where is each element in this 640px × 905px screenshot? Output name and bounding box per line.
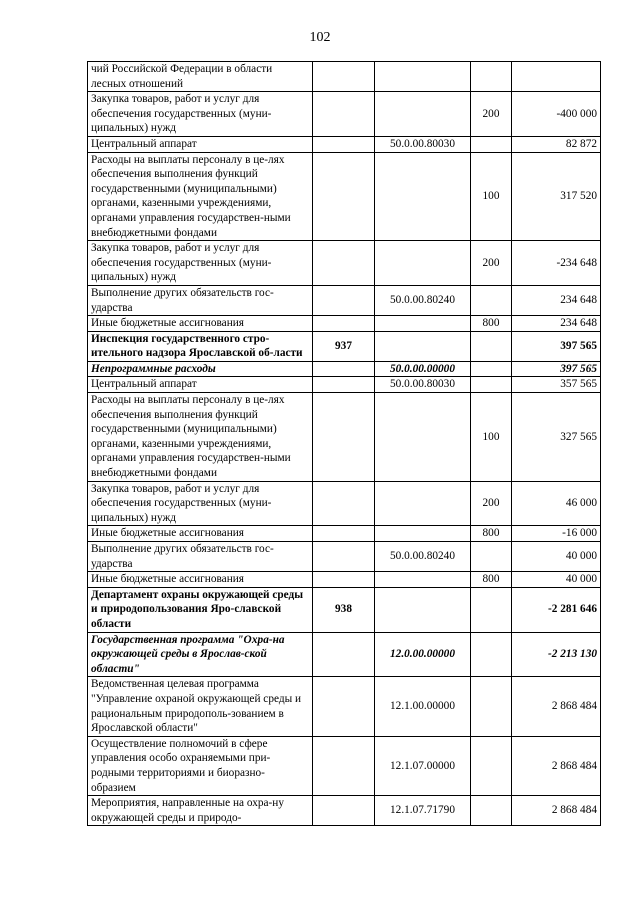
table-row: [88, 377, 601, 393]
table-row: [88, 526, 601, 542]
target-article-cell: 50.0.00.80240: [375, 542, 471, 572]
item-name-cell: Иные бюджетные ассигнования: [88, 526, 313, 542]
expense-type-cell: [471, 377, 512, 393]
amount-cell: 2 868 484: [512, 796, 601, 826]
target-article-cell: 12.1.00.00000: [375, 677, 471, 736]
expense-type-cell: [471, 361, 512, 377]
target-article-cell: 50.0.00.80240: [375, 285, 471, 315]
department-code-cell: [313, 481, 375, 526]
expense-type-cell: 800: [471, 572, 512, 588]
amount-cell: 40 000: [512, 542, 601, 572]
target-article-cell: 50.0.00.00000: [375, 361, 471, 377]
amount-cell: -2 281 646: [512, 587, 601, 632]
department-code-cell: [313, 677, 375, 736]
expense-type-cell: [471, 542, 512, 572]
item-name-cell: Департамент охраны окружающей среды и природопользования Яро-славской области: [88, 587, 313, 632]
department-code-cell: [313, 316, 375, 332]
amount-cell: 397 565: [512, 331, 601, 361]
expense-type-cell: [471, 796, 512, 826]
amount-cell: 2 868 484: [512, 677, 601, 736]
target-article-cell: [375, 331, 471, 361]
table-row: [88, 92, 601, 137]
expense-type-cell: [471, 136, 512, 152]
table-row: [88, 62, 601, 92]
department-code-cell: [313, 796, 375, 826]
item-name-cell: Закупка товаров, работ и услуг для обеспечения государственных (муни-ципальных) нужд: [88, 92, 313, 137]
target-article-cell: [375, 572, 471, 588]
target-article-cell: 12.1.07.71790: [375, 796, 471, 826]
amount-cell: -16 000: [512, 526, 601, 542]
amount-cell: 40 000: [512, 572, 601, 588]
target-article-cell: [375, 393, 471, 482]
amount-cell: 317 520: [512, 152, 601, 241]
target-article-cell: [375, 587, 471, 632]
item-name-cell: Осуществление полномочий в сфере управления особо охраняемыми при-родными территориями и биоразно-образием: [88, 736, 313, 795]
department-code-cell: [313, 393, 375, 482]
amount-cell: 327 565: [512, 393, 601, 482]
department-code-cell: [313, 241, 375, 286]
amount-cell: 397 565: [512, 361, 601, 377]
expense-type-cell: [471, 285, 512, 315]
item-name-cell: Закупка товаров, работ и услуг для обеспечения государственных (муни-ципальных) нужд: [88, 481, 313, 526]
expense-type-cell: 100: [471, 393, 512, 482]
target-article-cell: [375, 92, 471, 137]
table-row: [88, 152, 601, 241]
department-code-cell: 937: [313, 331, 375, 361]
table-row: [88, 331, 601, 361]
expense-type-cell: [471, 736, 512, 795]
table-row: [88, 572, 601, 588]
item-name-cell: Расходы на выплаты персоналу в це-лях обеспечения выполнения функций государственными (муниципальными) органами, казенными учреждениями, органами управления государствен-ными внебюджетными фондами: [88, 393, 313, 482]
department-code-cell: [313, 572, 375, 588]
target-article-cell: 12.1.07.00000: [375, 736, 471, 795]
page-number: 102: [309, 30, 331, 45]
target-article-cell: [375, 62, 471, 92]
item-name-cell: Инспекция государственного стро-ительного надзора Ярославской об-ласти: [88, 331, 313, 361]
item-name-cell: Выполнение других обязательств гос-ударства: [88, 542, 313, 572]
item-name-cell: Выполнение других обязательств гос-ударства: [88, 285, 313, 315]
item-name-cell: Ведомственная целевая программа "Управление охраной окружающей среды и рациональным природополь-зованием в Ярославской области": [88, 677, 313, 736]
target-article-cell: [375, 152, 471, 241]
table-row: [88, 393, 601, 482]
item-name-cell: Государственная программа "Охра-на окружающей среды в Ярослав-ской области": [88, 632, 313, 677]
expense-type-cell: 100: [471, 152, 512, 241]
expense-type-cell: [471, 677, 512, 736]
expense-type-cell: [471, 632, 512, 677]
department-code-cell: [313, 632, 375, 677]
expense-type-cell: [471, 331, 512, 361]
table-row: [88, 677, 601, 736]
expense-type-cell: 800: [471, 526, 512, 542]
item-name-cell: Непрограммные расходы: [88, 361, 313, 377]
table-row: [88, 136, 601, 152]
expense-type-cell: 800: [471, 316, 512, 332]
table-row: [88, 316, 601, 332]
expense-type-cell: [471, 587, 512, 632]
target-article-cell: [375, 241, 471, 286]
target-article-cell: 12.0.00.00000: [375, 632, 471, 677]
item-name-cell: Центральный аппарат: [88, 377, 313, 393]
amount-cell: [512, 62, 601, 92]
expense-type-cell: [471, 62, 512, 92]
department-code-cell: [313, 92, 375, 137]
table-row: [88, 632, 601, 677]
table-row: [88, 361, 601, 377]
item-name-cell: Иные бюджетные ассигнования: [88, 572, 313, 588]
target-article-cell: 50.0.00.80030: [375, 136, 471, 152]
department-code-cell: [313, 136, 375, 152]
amount-cell: 357 565: [512, 377, 601, 393]
department-code-cell: [313, 736, 375, 795]
table-row: [88, 736, 601, 795]
amount-cell: -2 213 130: [512, 632, 601, 677]
item-name-cell: чий Российской Федерации в области лесных отношений: [88, 62, 313, 92]
item-name-cell: Центральный аппарат: [88, 136, 313, 152]
department-code-cell: [313, 152, 375, 241]
amount-cell: -234 648: [512, 241, 601, 286]
item-name-cell: Расходы на выплаты персоналу в це-лях обеспечения выполнения функций государственными (муниципальными) органами, казенными учреждениями, органами управления государствен-ными внебюджетными фондами: [88, 152, 313, 241]
department-code-cell: [313, 285, 375, 315]
target-article-cell: [375, 526, 471, 542]
department-code-cell: [313, 361, 375, 377]
table-row: [88, 587, 601, 632]
amount-cell: 234 648: [512, 316, 601, 332]
amount-cell: 2 868 484: [512, 736, 601, 795]
department-code-cell: [313, 542, 375, 572]
target-article-cell: [375, 316, 471, 332]
table-row: [88, 481, 601, 526]
target-article-cell: 50.0.00.80030: [375, 377, 471, 393]
table-row: [88, 241, 601, 286]
department-code-cell: 938: [313, 587, 375, 632]
expense-type-cell: 200: [471, 92, 512, 137]
table-row: [88, 796, 601, 826]
target-article-cell: [375, 481, 471, 526]
amount-cell: 234 648: [512, 285, 601, 315]
table-row: [88, 542, 601, 572]
budget-table: [87, 61, 601, 826]
table-row: [88, 285, 601, 315]
item-name-cell: Мероприятия, направленные на охра-ну окружающей среды и природо-: [88, 796, 313, 826]
item-name-cell: Иные бюджетные ассигнования: [88, 316, 313, 332]
department-code-cell: [313, 377, 375, 393]
budget-table-body: [88, 62, 601, 826]
expense-type-cell: 200: [471, 481, 512, 526]
amount-cell: 82 872: [512, 136, 601, 152]
amount-cell: -400 000: [512, 92, 601, 137]
amount-cell: 46 000: [512, 481, 601, 526]
department-code-cell: [313, 526, 375, 542]
expense-type-cell: 200: [471, 241, 512, 286]
item-name-cell: Закупка товаров, работ и услуг для обеспечения государственных (муни-ципальных) нужд: [88, 241, 313, 286]
department-code-cell: [313, 62, 375, 92]
